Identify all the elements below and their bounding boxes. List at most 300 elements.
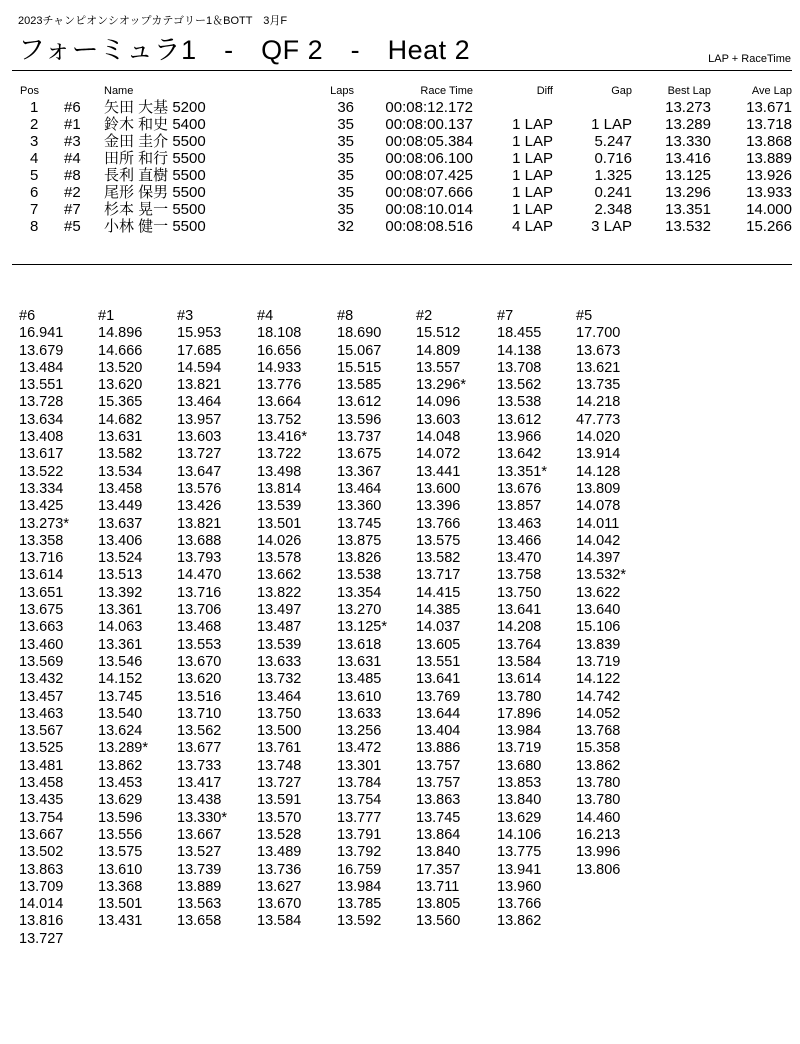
lap-time: 13.777	[337, 809, 382, 826]
lap-time: 13.584	[497, 653, 542, 670]
lap-time: 13.567	[19, 723, 64, 740]
lap-time: 13.540	[98, 705, 143, 722]
cell-laps: 35	[337, 184, 354, 201]
lap-time: 13.754	[19, 809, 64, 826]
cell-driver-name: 長利 直樹 5500	[104, 167, 206, 184]
lap-time: 13.748	[257, 757, 302, 774]
lap-time: 13.513	[98, 567, 143, 584]
lap-time: 13.460	[19, 636, 64, 653]
lap-time: 14.682	[98, 411, 143, 428]
lap-time: 13.458	[19, 775, 64, 792]
lap-time: 13.596	[98, 809, 143, 826]
cell-ave-lap: 13.889	[746, 150, 792, 167]
cell-race-time: 00:08:12.172	[385, 99, 473, 116]
lap-time: 13.624	[98, 723, 143, 740]
lap-time: 13.853	[497, 775, 542, 792]
lap-time: 13.821	[177, 377, 222, 394]
cell-gap: 1.325	[594, 167, 632, 184]
lap-time: 13.463	[497, 515, 542, 532]
cell-gap: 5.247	[594, 133, 632, 150]
cell-laps: 35	[337, 167, 354, 184]
cell-best-lap: 13.330	[665, 133, 711, 150]
lap-time: 13.719	[576, 653, 621, 670]
lap-time: 13.631	[98, 429, 143, 446]
col-header-ave-lap: Ave Lap	[751, 85, 792, 97]
lap-time: 13.679	[19, 342, 64, 359]
lap-time: 13.642	[497, 446, 542, 463]
lap-column-header: #4	[257, 308, 274, 324]
lap-time: 13.463	[19, 705, 64, 722]
lap-time: 17.896	[497, 705, 542, 722]
cell-pos: 4	[30, 150, 39, 167]
results-top-divider	[12, 70, 792, 71]
cell-best-lap: 13.416	[665, 150, 711, 167]
cell-best-lap: 13.289	[665, 116, 711, 133]
lap-time: 13.502	[19, 844, 64, 861]
lap-time: 13.584	[257, 913, 302, 930]
cell-pos: 3	[30, 133, 39, 150]
lap-column-header: #2	[416, 308, 433, 324]
lap-column-header: #1	[98, 308, 115, 324]
lap-time: 13.822	[257, 584, 302, 601]
cell-race-time: 00:08:07.666	[385, 184, 473, 201]
lap-time: 13.793	[177, 550, 222, 567]
lap-time: 13.733	[177, 757, 222, 774]
lap-time: 13.416*	[257, 429, 307, 446]
lap-time: 47.773	[576, 411, 621, 428]
lap-column-header: #3	[177, 308, 194, 324]
lap-time: 13.498	[257, 463, 302, 480]
lap-time: 13.539	[257, 498, 302, 515]
lap-time: 13.426	[177, 498, 222, 515]
lap-time: 16.656	[257, 342, 302, 359]
lap-time: 13.553	[177, 636, 222, 653]
lap-time: 13.809	[576, 480, 621, 497]
lap-time: 18.108	[257, 325, 302, 342]
lap-time: 13.960	[497, 878, 542, 895]
col-header-diff: Diff	[536, 85, 553, 97]
table-row	[0, 133, 800, 150]
lap-time: 13.334	[19, 480, 64, 497]
lap-time: 14.208	[497, 619, 542, 636]
lap-time: 13.667	[177, 826, 222, 843]
lap-column	[416, 308, 496, 931]
cell-car-number: #6	[64, 99, 81, 116]
lap-time: 13.736	[257, 861, 302, 878]
cell-diff: 1 LAP	[512, 184, 553, 201]
lap-time: 13.719	[497, 740, 542, 757]
lap-times-grid	[0, 308, 800, 1044]
lap-time: 14.106	[497, 826, 542, 843]
lap-time: 13.600	[416, 480, 461, 497]
cell-driver-name: 金田 圭介 5500	[104, 133, 206, 150]
lap-time: 14.122	[576, 671, 621, 688]
cell-race-time: 00:08:08.516	[385, 218, 473, 235]
lap-info-label: LAP + RaceTime	[708, 53, 791, 65]
lap-time: 13.864	[416, 826, 461, 843]
lap-time: 13.957	[177, 411, 222, 428]
lap-time: 14.128	[576, 463, 621, 480]
lap-time: 13.863	[416, 792, 461, 809]
col-header-pos: Pos	[20, 85, 39, 97]
lap-time: 13.563	[177, 896, 222, 913]
lap-time: 13.618	[337, 636, 382, 653]
lap-time: 13.637	[98, 515, 143, 532]
lap-time: 13.710	[177, 705, 222, 722]
cell-race-time: 00:08:06.100	[385, 150, 473, 167]
lap-column	[497, 308, 577, 931]
lap-time: 13.487	[257, 619, 302, 636]
cell-ave-lap: 13.718	[746, 116, 792, 133]
lap-time: 13.441	[416, 463, 461, 480]
lap-time: 13.464	[177, 394, 222, 411]
lap-time: 13.629	[497, 809, 542, 826]
event-subtitle: 2023チャンピオンシオップカテゴリー1＆BOTT 3月F	[18, 15, 288, 27]
cell-race-time: 00:08:05.384	[385, 133, 473, 150]
lap-time: 13.644	[416, 705, 461, 722]
lap-time: 13.640	[576, 602, 621, 619]
lap-time: 13.862	[98, 757, 143, 774]
lap-time: 13.745	[337, 515, 382, 532]
lap-time: 13.745	[98, 688, 143, 705]
lap-time: 13.539	[257, 636, 302, 653]
cell-diff: 1 LAP	[512, 133, 553, 150]
lap-time: 13.727	[19, 930, 64, 947]
lap-time: 17.685	[177, 342, 222, 359]
page-title: フォーミュラ1 - QF 2 - Heat 2	[18, 35, 471, 65]
lap-time: 13.612	[497, 411, 542, 428]
lap-time: 13.596	[337, 411, 382, 428]
lap-time: 14.896	[98, 325, 143, 342]
cell-car-number: #7	[64, 201, 81, 218]
results-body	[0, 99, 800, 235]
cell-best-lap: 13.351	[665, 201, 711, 218]
lap-time: 14.460	[576, 809, 621, 826]
cell-diff: 1 LAP	[512, 201, 553, 218]
lap-time: 13.886	[416, 740, 461, 757]
lap-column-header: #6	[19, 308, 36, 324]
cell-best-lap: 13.273	[665, 99, 711, 116]
lap-time: 13.641	[497, 602, 542, 619]
lap-time: 13.603	[177, 429, 222, 446]
cell-gap: 3 LAP	[591, 218, 632, 235]
cell-driver-name: 矢田 大基 5200	[104, 99, 206, 116]
lap-time: 13.658	[177, 913, 222, 930]
lap-time: 13.516	[177, 688, 222, 705]
lap-time: 13.528	[257, 826, 302, 843]
lap-time: 13.464	[257, 688, 302, 705]
cell-gap: 0.241	[594, 184, 632, 201]
lap-time: 13.688	[177, 532, 222, 549]
lap-time: 13.785	[337, 896, 382, 913]
lap-time: 13.670	[257, 896, 302, 913]
lap-time: 13.408	[19, 429, 64, 446]
lap-time: 14.011	[576, 515, 620, 532]
lap-time: 13.301	[337, 757, 382, 774]
lap-time: 13.582	[416, 550, 461, 567]
lap-time: 14.594	[177, 359, 222, 376]
lap-time: 13.780	[497, 688, 542, 705]
lap-time: 13.821	[177, 515, 222, 532]
lap-time: 13.862	[497, 913, 542, 930]
lap-time: 13.472	[337, 740, 382, 757]
lap-time: 13.289*	[98, 740, 148, 757]
lap-time: 13.582	[98, 446, 143, 463]
lap-time: 13.757	[416, 757, 461, 774]
lap-column-header: #5	[576, 308, 593, 324]
lap-time: 13.417	[177, 775, 222, 792]
lap-time: 13.706	[177, 602, 222, 619]
cell-car-number: #8	[64, 167, 81, 184]
lap-time: 13.605	[416, 636, 461, 653]
lap-time: 13.780	[576, 792, 621, 809]
lap-time: 13.562	[177, 723, 222, 740]
lap-time: 13.435	[19, 792, 64, 809]
lap-column	[177, 308, 257, 931]
lap-time: 13.766	[416, 515, 461, 532]
table-row	[0, 150, 800, 167]
lap-time: 13.816	[19, 913, 64, 930]
lap-time: 13.766	[497, 896, 542, 913]
lap-time: 13.728	[19, 394, 64, 411]
lap-time: 13.727	[257, 775, 302, 792]
lap-time: 13.296*	[416, 377, 466, 394]
lap-time: 13.663	[19, 619, 64, 636]
lap-time: 15.106	[576, 619, 621, 636]
lap-time: 13.651	[19, 584, 64, 601]
cell-driver-name: 鈴木 和史 5400	[104, 116, 206, 133]
lap-time: 13.941	[497, 861, 542, 878]
cell-diff: 1 LAP	[512, 150, 553, 167]
cell-laps: 35	[337, 201, 354, 218]
lap-time: 13.662	[257, 567, 302, 584]
lap-time: 13.806	[576, 861, 621, 878]
lap-column	[98, 308, 178, 931]
lap-time: 13.438	[177, 792, 222, 809]
lap-time: 14.026	[257, 532, 302, 549]
lap-time: 14.052	[576, 705, 621, 722]
lap-time: 13.525	[19, 740, 64, 757]
lap-time: 13.680	[497, 757, 542, 774]
cell-ave-lap: 15.266	[746, 218, 792, 235]
cell-gap: 1 LAP	[591, 116, 632, 133]
lap-time: 13.453	[98, 775, 143, 792]
cell-laps: 36	[337, 99, 354, 116]
lap-time: 14.933	[257, 359, 302, 376]
lap-time: 14.037	[416, 619, 461, 636]
lap-time: 13.501	[257, 515, 302, 532]
lap-time: 13.489	[257, 844, 302, 861]
lap-time: 13.396	[416, 498, 461, 515]
lap-time: 13.570	[257, 809, 302, 826]
col-header-gap: Gap	[611, 85, 632, 97]
cell-ave-lap: 14.000	[746, 201, 792, 218]
lap-time: 13.984	[497, 723, 542, 740]
lap-time: 13.629	[98, 792, 143, 809]
lap-time: 14.063	[98, 619, 143, 636]
lap-time: 14.072	[416, 446, 461, 463]
lap-time: 13.532*	[576, 567, 626, 584]
lap-time: 15.358	[576, 740, 621, 757]
lap-time: 13.675	[337, 446, 382, 463]
cell-pos: 8	[30, 218, 39, 235]
cell-best-lap: 13.296	[665, 184, 711, 201]
cell-best-lap: 13.532	[665, 218, 711, 235]
cell-race-time: 00:08:10.014	[385, 201, 473, 218]
lap-time: 13.481	[19, 757, 64, 774]
lap-time: 13.500	[257, 723, 302, 740]
lap-time: 13.914	[576, 446, 621, 463]
table-row	[0, 167, 800, 184]
lap-time: 13.468	[177, 619, 222, 636]
lap-time: 13.610	[337, 688, 382, 705]
lap-time: 13.361	[98, 636, 143, 653]
cell-laps: 32	[337, 218, 354, 235]
lap-time: 13.273*	[19, 515, 69, 532]
lap-time: 13.791	[337, 826, 382, 843]
lap-time: 13.647	[177, 463, 222, 480]
lap-time: 13.432	[19, 671, 64, 688]
lap-time: 13.717	[416, 567, 461, 584]
lap-time: 15.365	[98, 394, 143, 411]
lap-time: 13.575	[98, 844, 143, 861]
lap-time: 13.857	[497, 498, 542, 515]
lap-time: 13.761	[257, 740, 302, 757]
lap-time: 13.458	[98, 480, 143, 497]
lap-time: 13.764	[497, 636, 542, 653]
lap-time: 13.431	[98, 913, 143, 930]
lap-time: 13.466	[497, 532, 542, 549]
cell-pos: 6	[30, 184, 39, 201]
cell-ave-lap: 13.926	[746, 167, 792, 184]
cell-pos: 2	[30, 116, 39, 133]
lap-time: 13.840	[416, 844, 461, 861]
cell-car-number: #2	[64, 184, 81, 201]
lap-time: 13.485	[337, 671, 382, 688]
col-header-best-lap: Best Lap	[667, 85, 711, 97]
lap-time: 14.470	[177, 567, 222, 584]
lap-time: 13.727	[177, 446, 222, 463]
lap-time: 13.497	[257, 602, 302, 619]
lap-time: 13.745	[416, 809, 461, 826]
lap-time: 13.716	[177, 584, 222, 601]
lap-time: 13.610	[98, 861, 143, 878]
cell-car-number: #3	[64, 133, 81, 150]
cell-driver-name: 尾形 保男 5500	[104, 184, 206, 201]
lap-time: 14.096	[416, 394, 461, 411]
lap-column	[257, 308, 337, 931]
lap-time: 15.067	[337, 342, 382, 359]
lap-time: 13.826	[337, 550, 382, 567]
lap-time: 17.700	[576, 325, 621, 342]
lap-column-header: #7	[497, 308, 514, 324]
lap-time: 13.520	[98, 359, 143, 376]
cell-diff: 1 LAP	[512, 167, 553, 184]
lap-time: 13.750	[257, 705, 302, 722]
lap-time: 13.270	[337, 602, 382, 619]
col-header-laps: Laps	[330, 85, 354, 97]
lap-time: 14.020	[576, 429, 621, 446]
cell-laps: 35	[337, 116, 354, 133]
lap-time: 16.759	[337, 861, 382, 878]
cell-laps: 35	[337, 133, 354, 150]
lap-time: 13.750	[497, 584, 542, 601]
lap-time: 13.673	[576, 342, 621, 359]
lap-time: 13.675	[19, 602, 64, 619]
lap-time: 13.670	[177, 653, 222, 670]
lap-time: 13.768	[576, 723, 621, 740]
lap-time: 13.792	[337, 844, 382, 861]
lap-time: 13.711	[416, 878, 460, 895]
lap-time: 13.617	[19, 446, 64, 463]
lap-time: 13.527	[177, 844, 222, 861]
cell-driver-name: 杉本 晃一 5500	[104, 201, 206, 218]
lap-time: 13.863	[19, 861, 64, 878]
lap-time: 13.716	[19, 550, 64, 567]
lap-time: 13.125*	[337, 619, 387, 636]
lap-time: 13.614	[19, 567, 64, 584]
lap-time: 13.805	[416, 896, 461, 913]
lap-time: 13.404	[416, 723, 461, 740]
lap-time: 13.735	[576, 377, 621, 394]
lap-time: 13.560	[416, 913, 461, 930]
lap-time: 13.368	[98, 878, 143, 895]
lap-time: 14.218	[576, 394, 621, 411]
lap-time: 13.664	[257, 394, 302, 411]
cell-laps: 35	[337, 150, 354, 167]
lap-time: 14.048	[416, 429, 461, 446]
lap-time: 13.354	[337, 584, 382, 601]
cell-ave-lap: 13.671	[746, 99, 792, 116]
lap-column	[576, 308, 656, 879]
results-table	[0, 85, 800, 235]
lap-time: 13.620	[98, 377, 143, 394]
lap-time: 13.641	[416, 671, 461, 688]
lap-time: 13.676	[497, 480, 542, 497]
table-row	[0, 116, 800, 133]
results-bottom-divider	[12, 264, 792, 265]
lap-time: 15.953	[177, 325, 222, 342]
lap-time: 13.591	[257, 792, 302, 809]
lap-time: 13.449	[98, 498, 143, 515]
lap-time: 13.538	[337, 567, 382, 584]
lap-time: 13.862	[576, 757, 621, 774]
lap-time: 14.014	[19, 896, 64, 913]
cell-pos: 7	[30, 201, 39, 218]
cell-pos: 1	[30, 99, 39, 116]
cell-ave-lap: 13.868	[746, 133, 792, 150]
lap-time: 13.840	[497, 792, 542, 809]
lap-time: 13.709	[19, 878, 64, 895]
lap-time: 14.742	[576, 688, 621, 705]
cell-driver-name: 小林 健一 5500	[104, 218, 206, 235]
lap-time: 13.358	[19, 532, 64, 549]
lap-time: 13.464	[337, 480, 382, 497]
lap-time: 13.392	[98, 584, 143, 601]
lap-time: 13.634	[19, 411, 64, 428]
lap-time: 13.739	[177, 861, 222, 878]
lap-time: 13.722	[257, 446, 302, 463]
lap-time: 13.534	[98, 463, 143, 480]
cell-race-time: 00:08:07.425	[385, 167, 473, 184]
lap-time: 14.385	[416, 602, 461, 619]
lap-time: 13.557	[416, 359, 461, 376]
lap-time: 13.360	[337, 498, 382, 515]
lap-time: 13.737	[337, 429, 382, 446]
col-header-race-time: Race Time	[420, 85, 473, 97]
table-row	[0, 201, 800, 218]
lap-time: 13.621	[576, 359, 621, 376]
